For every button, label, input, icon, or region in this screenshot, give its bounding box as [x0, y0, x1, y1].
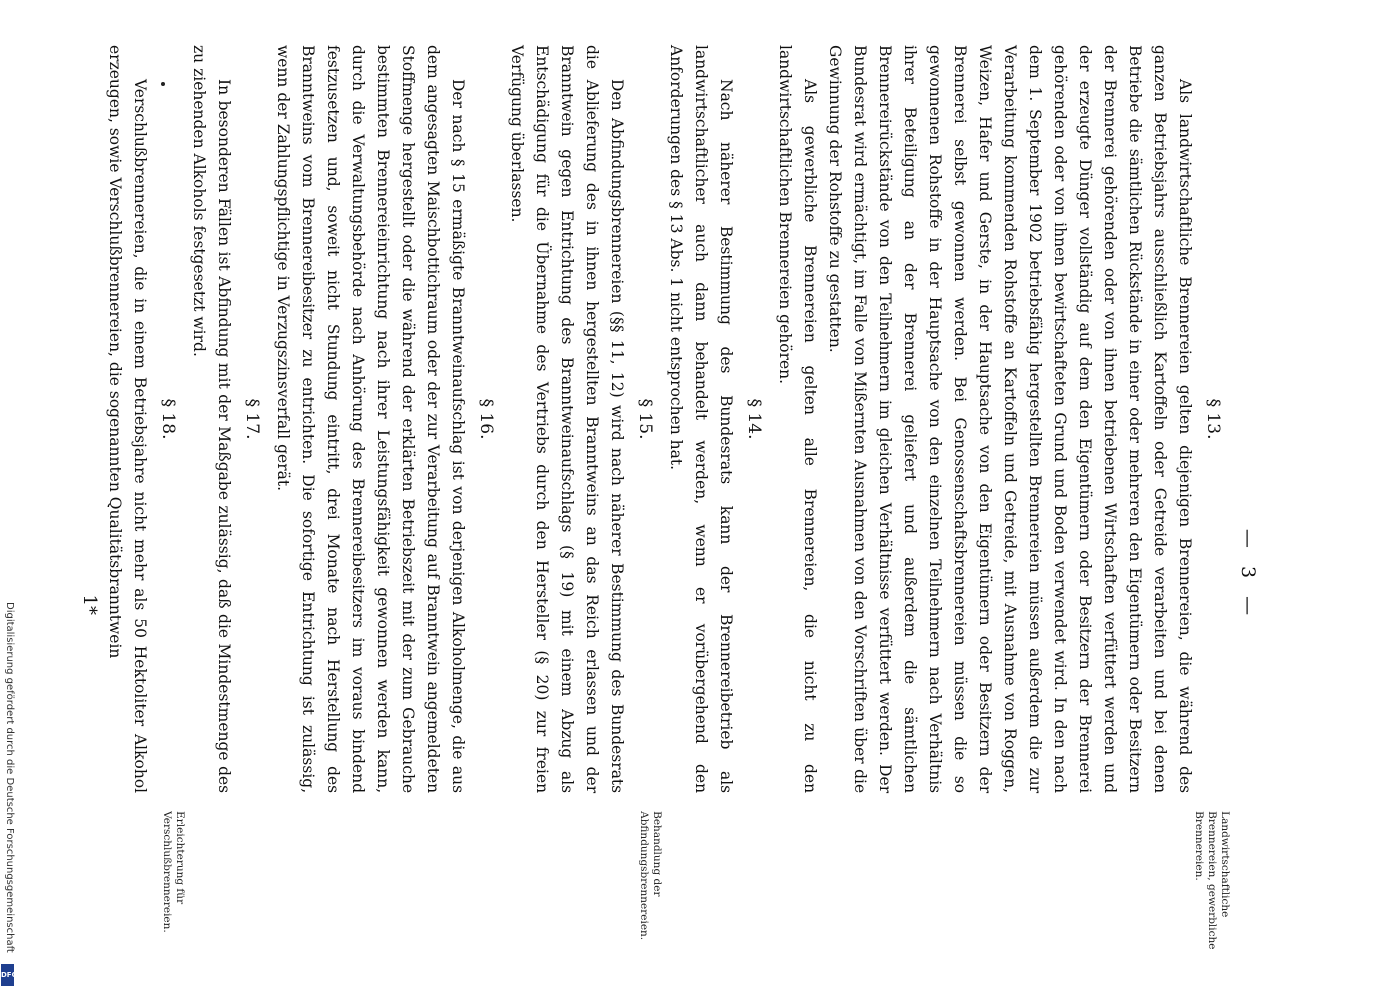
section-heading: § 17. [242, 398, 262, 440]
section-heading: § 14. [744, 398, 764, 440]
section-14 [663, 45, 772, 955]
section-heading: § 16. [476, 398, 496, 440]
section-13 [772, 45, 1231, 955]
section-paragraph: In besonderen Fällen ist Abfindung mit der Maßgabe zulässig, daß die Mindestmenge des zu ziehenden Alkohols festgesetzt wird. [190, 45, 233, 794]
digitization-credit: Digitalisierung gefördert durch die Deutsche Forschungsgemeinschaft [4, 602, 15, 953]
section-paragraph: Der nach § 15 ermäßigte Branntweinaufschlag ist von derjenigen Alkoholmenge, die aus dem angesagten Maischbottichraum oder der zur Verarbeitung auf Branntwein angemeldeten Stoffmenge hergestellt oder die während der erklärten Betriebszeit mit der zum Gebrauche bestimmten Brennereieinrichtung nach ihrer Leistungsfähigkeit gewonnen werden kann, durch die Verwaltungsbehörde nach Anhörung des Brennereibesitzers im voraus bindend festzusetzen und, soweit nicht Stundung eintritt, drei Monate nach Herstellung des Branntweins vom Brennereibesitzer zu entrichten. Die sofortige Entrichtung ist zulässig, wenn der Zahlungspflichtige in Verzugszinsverfall gerät. [274, 45, 467, 794]
scan-speck [161, 82, 165, 86]
signature-mark: 1* [79, 594, 100, 615]
section-paragraph: Verschlußbrennereien, die in einem Betriebsjahre nicht mehr als 50 Hektoliter Alkohol erzeugen, sowie Verschlußbrennereien, die sogenannten Qualitätsbranntwein [106, 45, 149, 794]
dfg-logo-icon: DFG [1, 964, 14, 986]
section-18 [102, 45, 186, 955]
section-16 [270, 45, 504, 955]
section-heading: § 13. [1203, 398, 1223, 440]
section-paragraph: Den Abfindungsbrennereien (§§ 11, 12) wird nach näherer Bestimmung des Bundesrats die Ablieferung des in ihnen hergestellten Branntweins an das Reich erlassen und der Branntwein gegen Entrichtung des Branntweinaufschlags (§ 19) mit einem Abzug als Entschädigung für die Übernahme des Vertriebs durch den Hersteller (§ 20) zur freien Verfügung überlassen. [508, 45, 626, 794]
section-paragraph: Als gewerbliche Brennereien gelten alle Brennereien, die nicht zu den landwirtschaftlichen Brennereien gehören. [776, 45, 819, 794]
margin-note: Behandlung der Abfindungsbrennereien. [638, 811, 663, 941]
margin-note: Landwirtschaftliche Brennereien, gewerbliche Brennereien. [1193, 811, 1231, 950]
section-paragraph: Als landwirtschaftliche Brennereien gelten diejenigen Brennereien, die während des ganzen Betriebsjahrs ausschließlich Kartoffeln oder Getreide verarbeiten und bei denen Betriebe die sämtlichen Rückstände in einer oder mehreren den Eigentümern oder Besitzern der Brennerei gehörenden oder von ihnen betriebenen Wirtschaften verfüttert werden und der erzeugte Dünger vollständig auf dem den Eigentümern oder Besitzern der Brennerei gehörenden oder von ihnen bewirtschafteten Grund und Boden verwendet wird. In den nach dem 1. September 1902 betriebsfähig hergestellten Brennereien müssen außerdem die zur Verarbeitung kommenden Rohstoffe an Kartoffeln und Getreide, mit Ausnahme von Roggen, Weizen, Hafer und Gerste, in der Hauptsache von den Eigentümern oder Besitzern der Brennerei selbst gewonnen werden. Bei Genossenschaftsbrennereien müssen die so gewonnenen Rohstoffe in der Hauptsache von den einzelnen Teilnehmern nach Verhältnis ihrer Beteiligung an der Brennerei geliefert und außerdem die sämtlichen Brennereirückstände von den Teilnehmern im gleichen Verhältnisse verfüttert werden. Der Bundesrat wird ermächtigt, im Falle von Mißernten Ausnahmen von den Vorschriften über die Gewinnung der Rohstoffe zu gestatten. [826, 45, 1194, 794]
section-17 [186, 45, 270, 955]
section-heading: § 18. [158, 398, 178, 440]
section-15 [504, 45, 663, 955]
section-paragraph: Nach näherer Bestimmung des Bundesrats kann der Brennereibetrieb als landwirtschaftlicher auch dann behandelt werden, wenn er vorübergehend den Anforderungen des § 13 Abs. 1 nicht entsprochen hat. [667, 45, 735, 794]
margin-note: Erleichterung für Verschlußbrennereien. [161, 811, 186, 933]
rotated-document-page [79, 5, 1281, 995]
running-head-page-number: — 3 — [1237, 528, 1259, 622]
section-heading: § 15. [635, 398, 655, 440]
